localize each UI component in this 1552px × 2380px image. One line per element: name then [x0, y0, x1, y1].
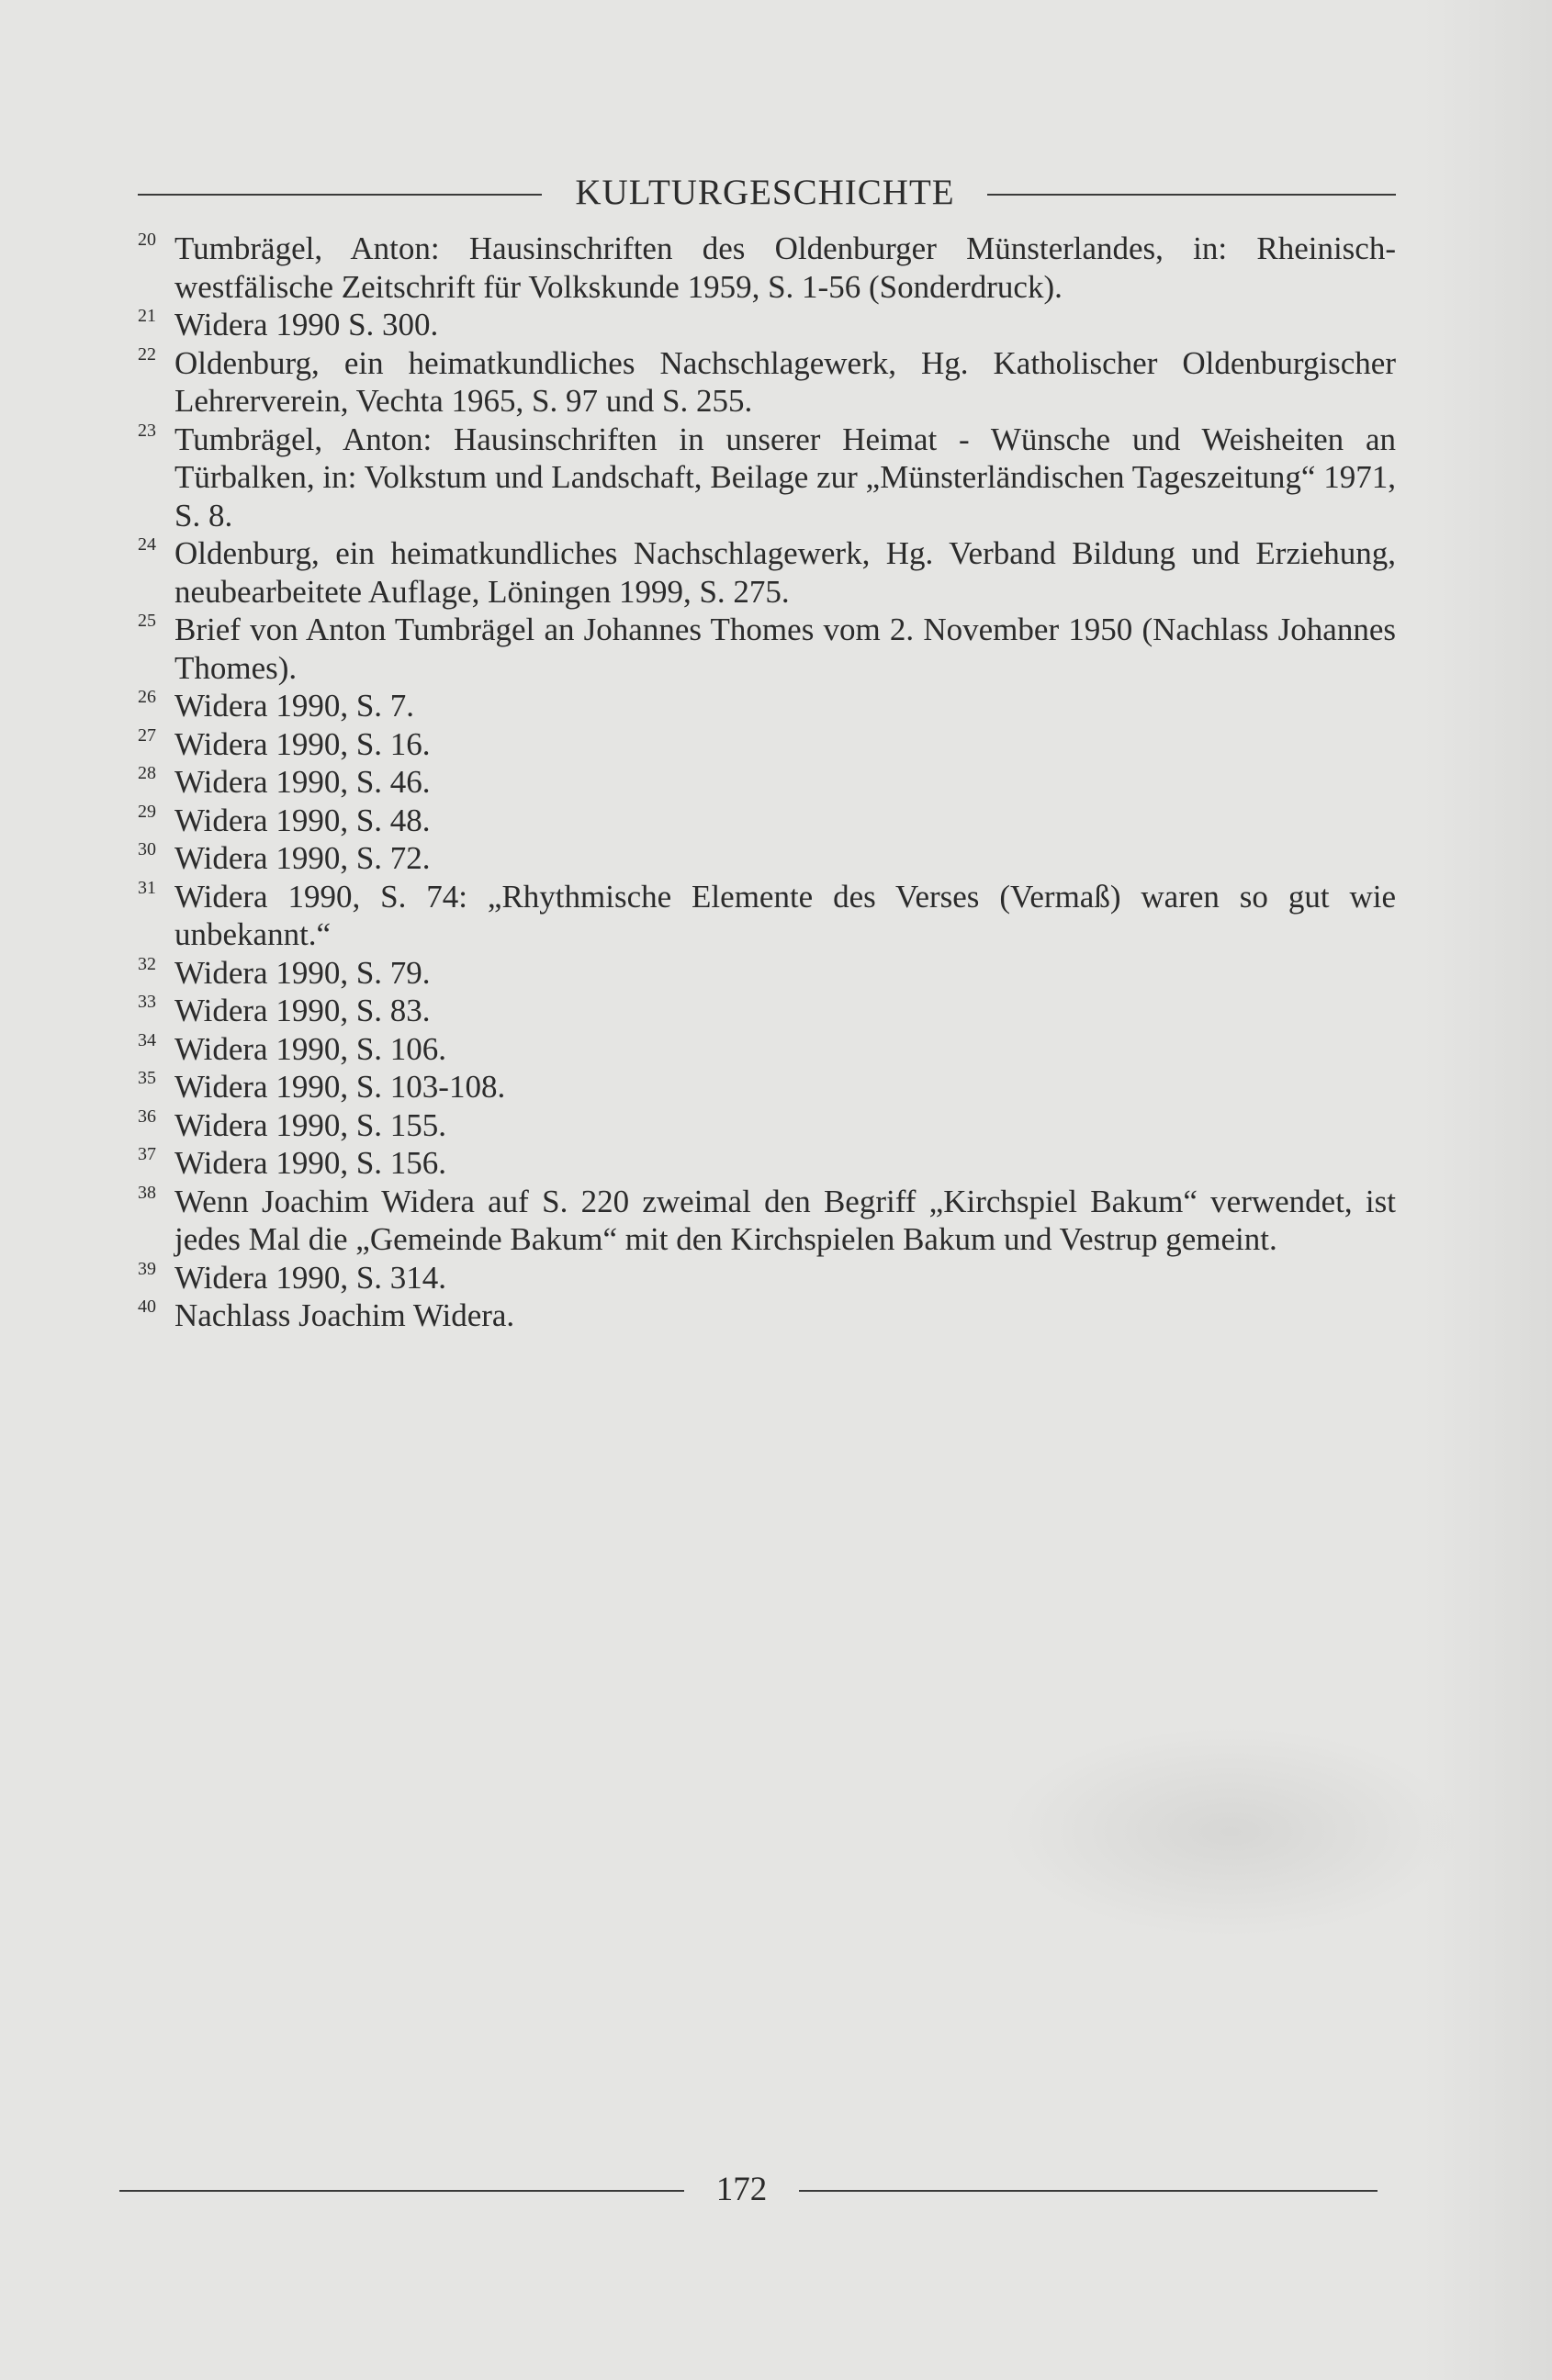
footnote [138, 306, 1396, 344]
footnote-text: Tumbrägel, Anton: Hausinschriften des Oldenburger Münsterlandes, in: Rheinisch-westfälische Zeitschrift für Volkskunde 1959, S. 1-56 (Sonderdruck). [174, 230, 1396, 305]
footnote [138, 725, 1396, 764]
footnote [138, 954, 1396, 993]
footer-rule-left [119, 2190, 684, 2192]
header-rule-right [987, 194, 1396, 196]
footnote [138, 878, 1396, 954]
footnote-number: 26 [138, 687, 156, 707]
footer-rule-right [799, 2190, 1378, 2192]
running-header-title: KULTURGESCHICHTE [575, 173, 955, 212]
page-number: 172 [715, 2171, 768, 2208]
footnote-text: Widera 1990, S. 46. [174, 764, 431, 800]
footnote-number: 39 [138, 1258, 156, 1279]
footnote-number: 33 [138, 992, 156, 1012]
footnote [138, 534, 1396, 611]
footnote-number: 28 [138, 763, 156, 783]
footnote-number: 36 [138, 1106, 156, 1127]
footnote [138, 1030, 1396, 1069]
footnote-text: Oldenburg, ein heimatkundliches Nachschlagewerk, Hg. Verband Bildung und Erziehung, neubearbeitete Auflage, Löningen 1999, S. 275. [174, 535, 1396, 610]
footnote-text: Widera 1990, S. 314. [174, 1259, 447, 1296]
footnote-text: Widera 1990, S. 74: „Rhythmische Elemente des Verses (Vermaß) waren so gut wie unbekannt.“ [174, 878, 1396, 952]
footnote-number: 25 [138, 611, 156, 631]
footnote-number: 21 [138, 306, 156, 326]
footnote-text: Widera 1990, S. 72. [174, 840, 431, 876]
footnote [138, 1144, 1396, 1183]
show-through-artifact [1001, 1726, 1460, 1937]
footnote-number: 20 [138, 230, 156, 250]
footnote-text: Wenn Joachim Widera auf S. 220 zweimal den Begriff „Kirchspiel Bakum“ verwendet, ist jedes Mal die „Gemeinde Bakum“ mit den Kirchspielen Bakum und Vestrup gemeint. [174, 1183, 1396, 1257]
header-rule-left [138, 194, 542, 196]
footnote-number: 40 [138, 1297, 156, 1317]
running-header [138, 170, 1396, 216]
footnote-number: 37 [138, 1144, 156, 1164]
footnote-number: 27 [138, 724, 156, 746]
footnote-number: 31 [138, 877, 156, 898]
page-footer [119, 2162, 1387, 2217]
footnote [138, 839, 1396, 878]
footnote-text: Widera 1990, S. 156. [174, 1145, 447, 1181]
footnote [138, 1183, 1396, 1259]
footnote-text: Widera 1990, S. 7. [174, 688, 415, 724]
footnote-number: 23 [138, 420, 156, 441]
footnote-number: 38 [138, 1182, 156, 1203]
footnote-text: Widera 1990, S. 48. [174, 802, 431, 838]
footnote-text: Widera 1990, S. 155. [174, 1106, 447, 1143]
footnote-text: Widera 1990, S. 16. [174, 725, 431, 762]
footnote-number: 30 [138, 839, 156, 859]
footnote-text: Nachlass Joachim Widera. [174, 1297, 515, 1333]
footnote [138, 1259, 1396, 1297]
footnote-number: 35 [138, 1068, 156, 1088]
footnote-text: Oldenburg, ein heimatkundliches Nachschlagewerk, Hg. Katholischer Oldenburgischer Lehrerverein, Vechta 1965, S. 97 und S. 255. [174, 344, 1396, 419]
footnote-text: Widera 1990, S. 106. [174, 1030, 447, 1067]
footnote [138, 421, 1396, 535]
footnote-number: 24 [138, 534, 156, 555]
footnote [138, 611, 1396, 687]
footnote [138, 1106, 1396, 1145]
footnote [138, 992, 1396, 1030]
footnote-text: Tumbrägel, Anton: Hausinschriften in unserer Heimat - Wünsche und Weisheiten an Türbalken, in: Volkstum und Landschaft, Beilage zur „Münsterländischen Tageszeitung“ 1971, S. 8. [174, 421, 1396, 533]
footnote [138, 344, 1396, 421]
footnote-number: 29 [138, 801, 156, 822]
footnote-number: 22 [138, 343, 156, 365]
footnote [138, 230, 1396, 306]
footnote [138, 687, 1396, 725]
footnotes-list [138, 230, 1396, 1335]
footnote [138, 1068, 1396, 1106]
footnote-number: 32 [138, 953, 156, 974]
footnote [138, 1297, 1396, 1335]
footnote-text: Widera 1990 S. 300. [174, 307, 439, 342]
footnote-text: Widera 1990, S. 83. [174, 993, 431, 1028]
footnote-number: 34 [138, 1029, 156, 1050]
footnote [138, 763, 1396, 802]
page-edge-shading [1423, 0, 1552, 2380]
footnote-text: Widera 1990, S. 103-108. [174, 1069, 506, 1105]
footnote-text: Brief von Anton Tumbrägel an Johannes Thomes vom 2. November 1950 (Nachlass Johannes Thomes). [174, 612, 1396, 686]
footnote [138, 802, 1396, 840]
footnote-text: Widera 1990, S. 79. [174, 954, 431, 991]
